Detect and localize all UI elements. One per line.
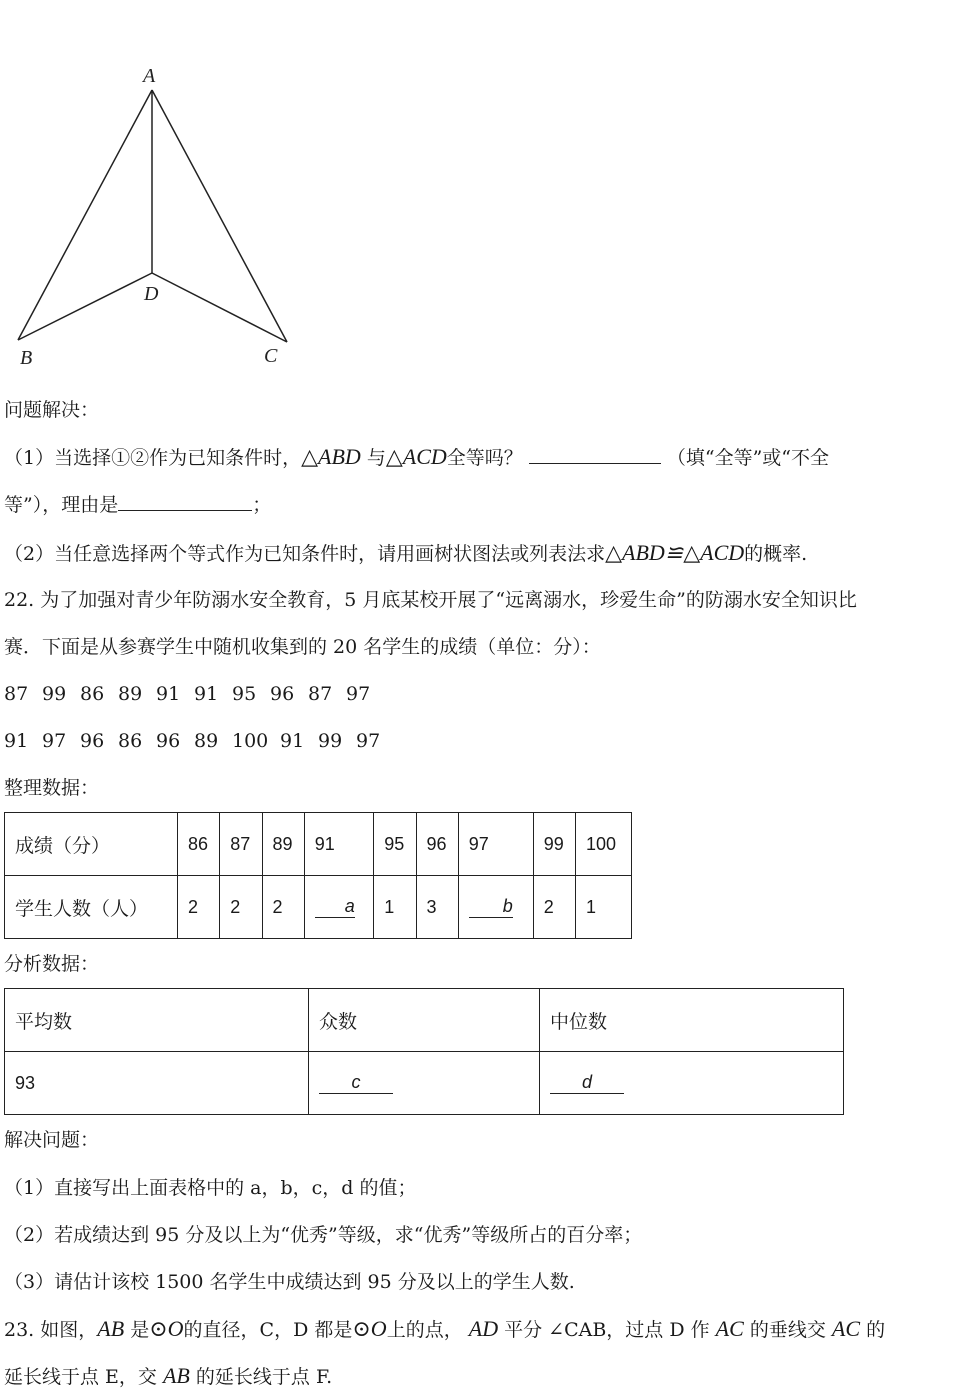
score: 87 <box>4 683 29 705</box>
table-cell: 2 <box>220 876 262 939</box>
q23-a: 23. 如图， <box>4 1319 98 1341</box>
q21-p1-c: （填“全等”或“不全 <box>666 447 830 469</box>
scores-row-2 <box>4 728 394 754</box>
seg-ac: AC <box>831 1316 861 1341</box>
q21-part2 <box>4 540 807 567</box>
score: 91 <box>4 730 29 752</box>
score: 91 <box>280 730 305 752</box>
q23-h: 延长线于点 E，交 <box>4 1366 157 1388</box>
circle-o: ⊙O <box>352 1316 387 1341</box>
q23-i: 的延长线于点 F. <box>195 1366 333 1388</box>
tri-abd: △ABD <box>301 444 361 469</box>
q21-heading: 问题解决： <box>4 399 100 421</box>
table-cell: 93 <box>5 1052 309 1115</box>
answer-blank-1[interactable] <box>529 445 661 464</box>
q21-p1-and: 与 <box>366 447 386 469</box>
q21-p2-b: 的概率. <box>744 543 808 565</box>
table-cell: 2 <box>262 876 304 939</box>
table-cell: 95 <box>374 813 416 876</box>
score: 96 <box>156 730 181 752</box>
solve-heading: 解决问题： <box>4 1129 100 1151</box>
circle-o: ⊙O <box>149 1316 184 1341</box>
table-cell: 86 <box>178 813 220 876</box>
segment-ab <box>18 90 152 340</box>
scores-row-1 <box>4 681 384 707</box>
score: 86 <box>118 730 143 752</box>
score: 89 <box>118 683 143 705</box>
table-cell: 3 <box>416 876 458 939</box>
score: 89 <box>194 730 219 752</box>
score: 96 <box>80 730 105 752</box>
q23-f: 的垂线交 <box>749 1319 826 1341</box>
score: 87 <box>308 683 333 705</box>
q23-line-2 <box>4 1363 332 1390</box>
score: 97 <box>346 683 371 705</box>
table-row <box>5 1052 844 1115</box>
segment-ac <box>152 90 287 342</box>
table-cell <box>458 876 533 939</box>
table-cell: 2 <box>178 876 220 939</box>
table-header-cell: 成绩（分） <box>5 813 178 876</box>
table-header-cell: 平均数 <box>5 989 309 1052</box>
label-a: A <box>143 65 156 87</box>
score: 99 <box>42 683 67 705</box>
q23-e: 平分 ∠CAB，过点 D 作 <box>504 1319 710 1341</box>
q21-p1-b: 全等吗？ <box>446 447 523 469</box>
score: 97 <box>42 730 67 752</box>
triangle-figure <box>0 60 320 380</box>
stats-table <box>4 988 844 1115</box>
solve-part2: （2）若成绩达到 95 分及以上为“优秀”等级，求“优秀”等级所占的百分率； <box>4 1224 643 1246</box>
q21-part1 <box>4 444 829 471</box>
seg-ac: AC <box>715 1316 744 1341</box>
q22-intro-1: 22. 为了加强对青少年防溺水安全教育，5 月底某校开展了“远离溺水，珍爱生命”的防溺水安全知识比 <box>4 589 857 611</box>
q21-p1-d: 等”），理由是 <box>4 494 119 516</box>
q22-intro-2: 赛．下面是从参赛学生中随机收集到的 20 名学生的成绩（单位：分）： <box>4 636 601 658</box>
table-cell: 91 <box>304 813 373 876</box>
q23-g: 的 <box>866 1319 886 1341</box>
label-c: C <box>264 345 278 367</box>
analyze-heading: 分析数据： <box>4 953 100 975</box>
congruence-expr: △ABD≌△ACD <box>605 540 745 565</box>
solve-part1: （1）直接写出上面表格中的 a，b，c，d 的值； <box>4 1177 417 1199</box>
organize-heading: 整理数据： <box>4 777 100 799</box>
q21-p2-a: （2）当任意选择两个等式作为已知条件时，请用画树状图法或列表法求 <box>4 543 606 565</box>
table-row <box>5 813 632 876</box>
table-header-cell: 中位数 <box>540 989 844 1052</box>
q21-part1-cont <box>4 492 271 518</box>
table-cell: 100 <box>575 813 631 876</box>
table-header-cell: 学生人数（人） <box>5 876 178 939</box>
score-count-table <box>4 812 632 939</box>
segment-cd <box>152 273 287 342</box>
table-cell: 89 <box>262 813 304 876</box>
score: 86 <box>80 683 105 705</box>
tri-acd: △ACD <box>385 444 447 469</box>
q23-d: 上的点， <box>386 1319 463 1341</box>
score: 95 <box>232 683 257 705</box>
segment-bd <box>18 273 152 340</box>
table-row <box>5 989 844 1052</box>
answer-blank-2[interactable] <box>118 492 252 511</box>
seg-ad: AD <box>468 1316 499 1341</box>
solve-part3: （3）请估计该校 1500 名学生中成绩达到 95 分及以上的学生人数. <box>4 1271 575 1293</box>
blank-c[interactable]: c <box>319 1072 393 1094</box>
blank-d[interactable]: d <box>550 1072 624 1094</box>
q23-c: 的直径，C，D 都是 <box>183 1319 353 1341</box>
seg-ab: AB <box>162 1363 190 1388</box>
label-b: B <box>20 347 33 369</box>
table-cell: 87 <box>220 813 262 876</box>
table-cell <box>309 1052 540 1115</box>
table-cell: 2 <box>533 876 575 939</box>
score: 91 <box>194 683 219 705</box>
table-cell <box>540 1052 844 1115</box>
table-cell: 99 <box>533 813 575 876</box>
table-row <box>5 876 632 939</box>
table-header-cell: 众数 <box>309 989 540 1052</box>
score: 91 <box>156 683 181 705</box>
table-cell: 96 <box>416 813 458 876</box>
score: 96 <box>270 683 295 705</box>
q21-p1-e: ； <box>252 494 272 516</box>
blank-a[interactable]: a <box>315 896 355 918</box>
q23-b: 是 <box>130 1319 150 1341</box>
score: 97 <box>356 730 381 752</box>
blank-b[interactable]: b <box>469 896 513 918</box>
table-cell <box>304 876 373 939</box>
table-cell: 97 <box>458 813 533 876</box>
q21-p1-a: （1）当选择①②作为已知条件时， <box>4 447 302 469</box>
table-cell: 1 <box>374 876 416 939</box>
score: 99 <box>318 730 343 752</box>
score: 100 <box>232 730 269 752</box>
table-cell: 1 <box>575 876 631 939</box>
q23-line-1 <box>4 1316 885 1343</box>
label-d: D <box>144 283 159 305</box>
seg-ab: AB <box>97 1316 125 1341</box>
